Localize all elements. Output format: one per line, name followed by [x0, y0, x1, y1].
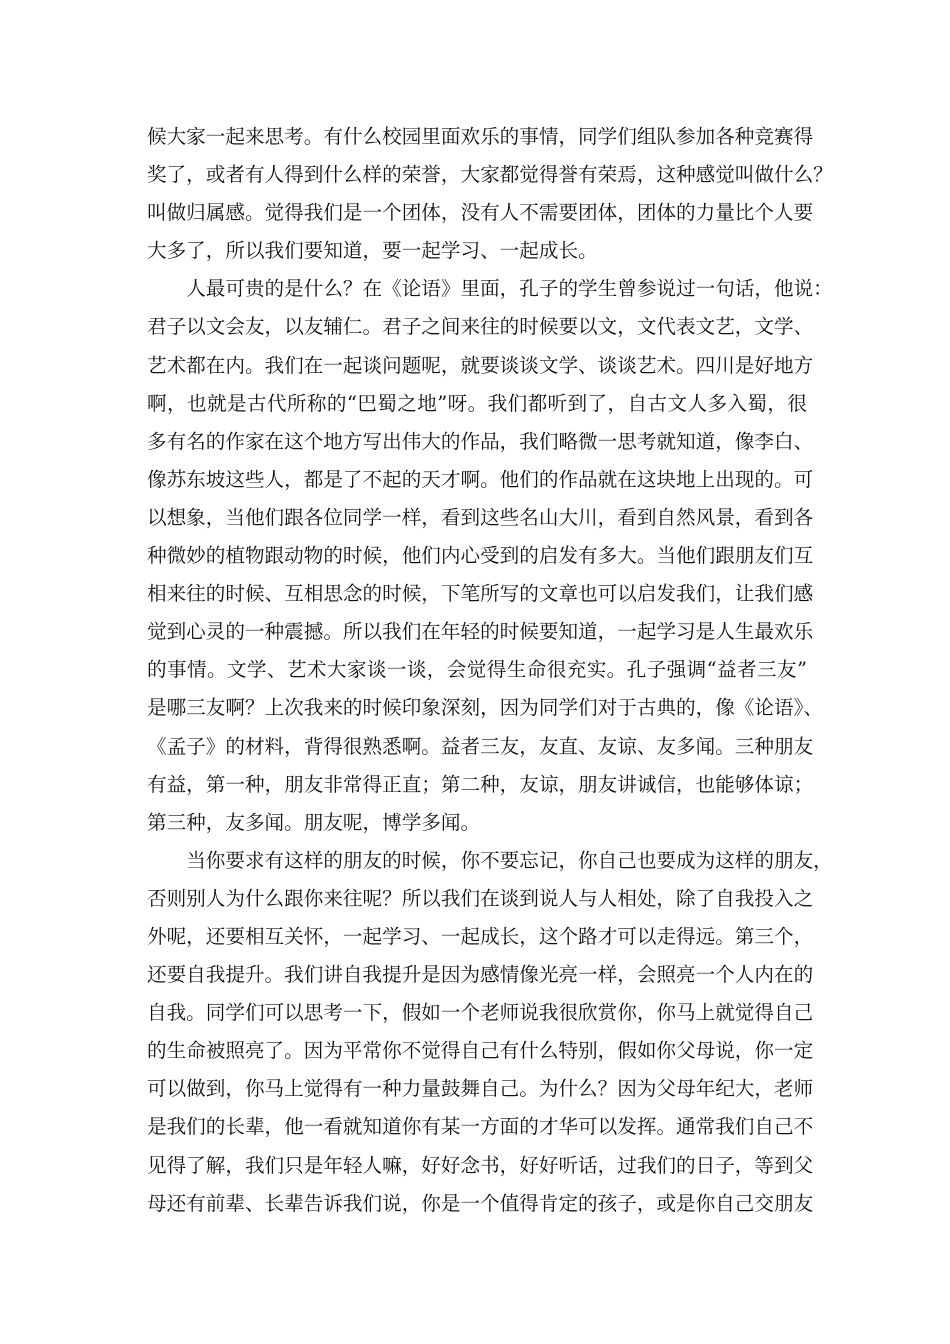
text-line: 君子以文会友，以友辅仁。君子之间来往的时候要以文，文代表文艺，文学、 — [147, 315, 814, 339]
text-line: 种微妙的植物跟动物的时候，他们内心受到的启发有多大。当他们跟朋友们互 — [147, 544, 814, 568]
text-line: 见得了解，我们只是年轻人嘛，好好念书，好好听话，过我们的日子，等到父 — [147, 1153, 814, 1177]
text-line: 叫做归属感。觉得我们是一个团体，没有人不需要团体，团体的力量比个人要 — [147, 201, 814, 225]
text-line: 以想象，当他们跟各位同学一样，看到这些名山大川，看到自然风景，看到各 — [147, 505, 814, 529]
text-line: 《孟子》的材料，背得很熟悉啊。益者三友，友直、友谅、友多闻。三种朋友 — [147, 734, 814, 758]
text-line: 的事情。文学、艺术大家谈一谈，会觉得生命很充实。孔子强调“益者三友” — [147, 658, 807, 682]
text-line: 多有名的作家在这个地方写出伟大的作品，我们略微一思考就知道，像李白、 — [147, 429, 814, 453]
text-line: 候大家一起来思考。有什么校园里面欢乐的事情，同学们组队参加各种竞赛得 — [147, 125, 814, 148]
text-line: 啊，也就是古代所称的“巴蜀之地”呀。我们都听到了，自古文人多入蜀，很 — [147, 391, 807, 415]
text-line: 艺术都在内。我们在一起谈问题呢，就要谈谈文学、谈谈艺术。四川是好地方 — [147, 353, 814, 377]
document-body — [147, 118, 833, 1223]
text-line: 大多了，所以我们要知道，要一起学习、一起成长。 — [147, 239, 598, 263]
text-line: 觉到心灵的一种震撼。所以我们在年轻的时候要知道，一起学习是人生最欢乐 — [147, 620, 814, 644]
text-line: 是哪三友啊？上次我来的时候印象深刻，因为同学们对于古典的，像《论语》、 — [147, 696, 823, 720]
text-line: 人最可贵的是什么？在《论语》里面，孔子的学生曾参说过一句话，他说： — [186, 277, 833, 301]
text-line: 当你要求有这样的朋友的时候，你不要忘记，你自己也要成为这样的朋友， — [186, 848, 833, 872]
text-line: 相来往的时候、互相思念的时候，下笔所写的文章也可以启发我们，让我们感 — [147, 582, 814, 606]
text-line: 否则别人为什么跟你来往呢？所以我们在谈到说人与人相处，除了自我投入之 — [147, 886, 814, 910]
text-line: 还要自我提升。我们讲自我提升是因为感情像光亮一样，会照亮一个人内在的 — [147, 963, 814, 987]
paragraph-2 — [147, 270, 833, 841]
text-line: 的生命被照亮了。因为平常你不觉得自己有什么特别，假如你父母说，你一定 — [147, 1039, 814, 1063]
text-line: 奖了，或者有人得到什么样的荣誉，大家都觉得誉有荣焉，这种感觉叫做什么？ — [147, 163, 833, 187]
paragraph-1 — [147, 118, 833, 270]
paragraph-3 — [147, 842, 833, 1223]
text-line: 像苏东坡这些人，都是了不起的天才啊。他们的作品就在这块地上出现的。可 — [147, 467, 814, 491]
text-line: 有益，第一种，朋友非常得正直；第二种，友谅，朋友讲诚信，也能够体谅； — [147, 772, 814, 796]
text-line: 可以做到，你马上觉得有一种力量鼓舞自己。为什么？因为父母年纪大，老师 — [147, 1077, 814, 1101]
text-line: 自我。同学们可以思考一下，假如一个老师说我很欣赏你，你马上就觉得自己 — [147, 1001, 814, 1025]
text-line: 外呢，还要相互关怀，一起学习、一起成长，这个路才可以走得远。第三个， — [147, 924, 814, 948]
text-line: 母还有前辈、长辈告诉我们说，你是一个值得肯定的孩子，或是你自己交朋友 — [147, 1191, 814, 1215]
text-line: 是我们的长辈，他一看就知道你有某一方面的才华可以发挥。通常我们自己不 — [147, 1115, 814, 1139]
text-line: 第三种，友多闻。朋友呢，博学多闻。 — [147, 810, 481, 834]
